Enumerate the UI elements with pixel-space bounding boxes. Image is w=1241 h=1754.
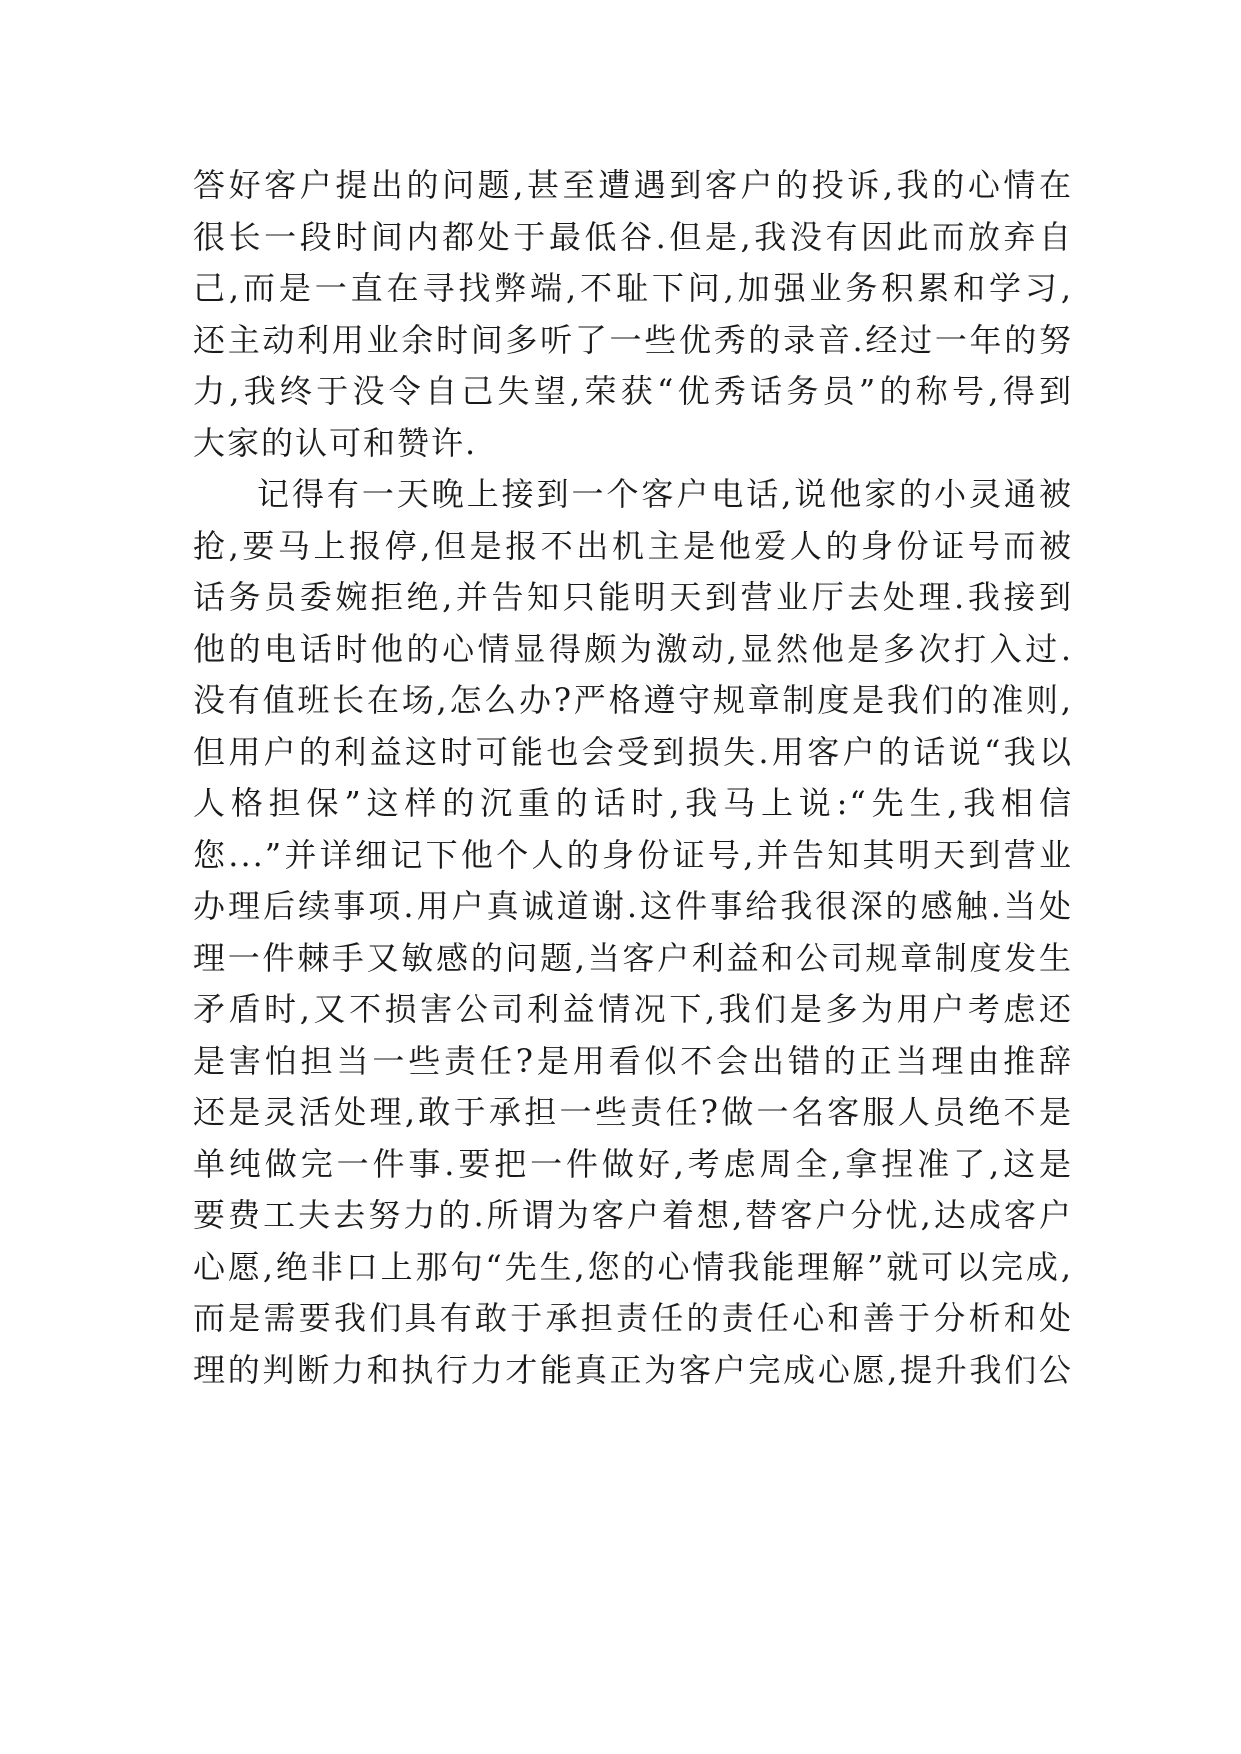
text-line: 您...”并详细记下他个人的身份证号,并告知其明天到营业 — [193, 835, 1073, 874]
text-line: 答好客户提出的问题,甚至遭遇到客户的投诉,我的心情在 — [193, 166, 1073, 204]
text-line: 矛盾时,又不损害公司利益情况下,我们是多为用户考虑还 — [193, 990, 1073, 1028]
text-line: 己,而是一直在寻找弊端,不耻下问,加强业务积累和学习, — [193, 269, 1073, 307]
text-line: 抢,要马上报停,但是报不出机主是他爱人的身份证号而被 — [193, 526, 1073, 565]
text-line: 他的电话时他的心情显得颇为激动,显然他是多次打入过. — [193, 629, 1073, 668]
text-line: 话务员委婉拒绝,并告知只能明天到营业厅去处理.我接到 — [193, 578, 1073, 616]
text-line: 理的判断力和执行力才能真正为客户完成心愿,提升我们公 — [193, 1350, 1073, 1389]
text-line: 记得有一天晚上接到一个客户电话,说他家的小灵通被 — [257, 475, 1073, 513]
paragraph-1 — [193, 160, 1073, 469]
text-line: 还主动利用业余时间多听了一些优秀的录音.经过一年的努 — [193, 320, 1073, 359]
text-line: 理一件棘手又敏感的问题,当客户利益和公司规章制度发生 — [193, 938, 1073, 977]
text-line: 没有值班长在场,怎么办?严格遵守规章制度是我们的准则, — [193, 681, 1073, 719]
text-line: 心愿,绝非口上那句“先生,您的心情我能理解”就可以完成, — [193, 1247, 1073, 1286]
body-text — [193, 160, 1073, 1396]
text-line: 人格担保”这样的沉重的话时,我马上说:“先生,我相信 — [193, 784, 1073, 822]
text-line: 但用户的利益这时可能也会受到损失.用客户的话说“我以 — [193, 732, 1073, 771]
text-line: 是害怕担当一些责任?是用看似不会出错的正当理由推辞 — [193, 1041, 1073, 1080]
text-line: 力,我终于没令自己失望,荣获“优秀话务员”的称号,得到 — [193, 372, 1073, 410]
text-line: 而是需要我们具有敢于承担责任的责任心和善于分析和处 — [193, 1299, 1073, 1337]
text-line: 大家的认可和赞许. — [193, 423, 478, 462]
text-line: 要费工夫去努力的.所谓为客户着想,替客户分忧,达成客户 — [193, 1196, 1073, 1234]
paragraph-2 — [193, 469, 1073, 1396]
text-line: 还是灵活处理,敢于承担一些责任?做一名客服人员绝不是 — [193, 1093, 1073, 1131]
text-line: 很长一段时间内都处于最低谷.但是,我没有因此而放弃自 — [193, 217, 1073, 256]
text-line: 单纯做完一件事.要把一件做好,考虑周全,拿捏准了,这是 — [193, 1144, 1073, 1183]
text-line: 办理后续事项.用户真诚道谢.这件事给我很深的感触.当处 — [193, 887, 1073, 925]
